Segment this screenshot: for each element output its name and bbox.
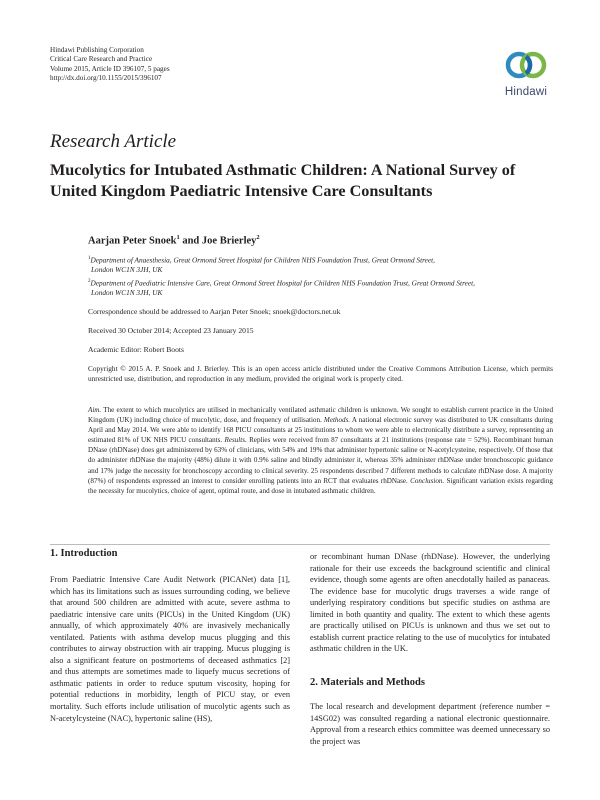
affiliation-line: Department of Anaesthesia, Great Ormond Street Hospital for Children NHS Foundation Trust, Great Ormond Street, — [90, 255, 435, 265]
author-name: Joe Brierley — [201, 235, 257, 247]
volume-info: Volume 2015, Article ID 396107, 5 pages — [50, 64, 170, 73]
affiliation — [88, 277, 558, 298]
abstract-methods-label: Methods. — [323, 416, 351, 425]
article-title: Mucolytics for Intubated Asthmatic Children: A National Survey of United Kingdom Paediatric Intensive Care Consultants — [50, 161, 516, 200]
author-affiliation-mark: 2 — [256, 234, 260, 241]
affiliation-line: London WC1N 3JH, UK — [91, 265, 163, 275]
academic-editor: Academic Editor: Robert Boots — [88, 345, 184, 354]
abstract-conclusion: Significant variation exists regarding the necessity for mucolytics, choice of agent, optimal route, and dose in intubated asthmatic children. — [88, 476, 553, 495]
received-accepted-dates: Received 30 October 2014; Accepted 23 January 2015 — [88, 326, 254, 335]
methods-paragraph: The local research and development department (reference number = 14SG02) was consulted regarding a national electronic questionnaire. Approval from a research ethics committee was deemed unnecessary so the project was — [310, 702, 550, 746]
abstract-aim: The extent to which mucolytics are utilised in mechanically ventilated asthmatic children is unknown. We sought to establish current practice in the United Kingdom (UK) including choice of mucolytic, dose, and frequency of utilisation. — [88, 406, 553, 425]
abstract-aim-label: Aim. — [88, 406, 102, 414]
affiliation-line: Department of Paediatric Intensive Care, Great Ormond Street Hospital for Children NHS Foundation Trust, Great Ormond Street, — [90, 278, 475, 288]
correspondence: Correspondence should be addressed to Aarjan Peter Snoek; snoek@doctors.net.uk — [88, 307, 341, 316]
article-type: Research Article — [50, 131, 177, 152]
hindawi-logo-text: Hindawi — [504, 86, 548, 98]
section-heading-introduction: 1. Introduction — [50, 548, 118, 559]
publisher-name: Hindawi Publishing Corporation — [50, 46, 144, 54]
doi-link[interactable]: http://dx.doi.org/10.1155/2015/396107 — [50, 73, 162, 82]
abstract-methods: A national electronic survey was distributed to UK consultants during April and May 2014. We were able to identify 168 PICU consultants at 25 institutions to whom we were able to electronically distribute a survey, representing an estimated 81% of UK NHS PICU consultants. — [88, 416, 553, 445]
introduction-paragraph-right: or recombinant human DNase (rhDNase). However, the underlying rationale for their use exceeds the background scientific and clinical evidence, though some agents are often anecdotally hailed as panaceas. The evidence base for mucolytic drugs traverses a wide range of underlying respiratory conditions but specific studies on asthma are limited in both quantity and quality. The extent to which these agents are practically utilised on PICUs is unknown and thus we set out to establish current practice relating to the use of mucolytics for intubated asthmatic children in the UK. — [310, 552, 550, 654]
abstract-results-label: Results. — [224, 436, 247, 445]
affiliation — [88, 254, 558, 275]
hindawi-logo-icon — [496, 42, 556, 86]
author-affiliation-mark: 1 — [176, 234, 180, 241]
section-divider — [50, 544, 550, 545]
abstract-results: Replies were received from 87 consultants at 21 institutions (response rate = 52%). Recombinant human DNase (rhDNase) does get administered by 63% of clinicians, with 54% and 19% that administer hypertonic saline or N-acetylcysteine, respectively. Of those that do administer rhDNase the majority (48%) dilute it with 0.9% saline and blindly administer it, whereas 35% administer rhDNase under bronchoscopic guidance and 17% judge the necessity for bronchoscopy according to clinical severity. 25 respondents described 7 different methods to calculate rhDNase dose. A majority (87%) of respondents expressed an interest to consider enrolling patients into an RCT that evaluates rhDNase. — [88, 436, 553, 485]
affiliation-mark: 1 — [88, 256, 91, 261]
copyright-notice: Copyright © 2015 A. P. Snoek and J. Brierley. This is an open access article distributed under the Creative Commons Attribution License, which permits unrestricted use, distribution, and reproduction in any medium, provided the original work is properly cited. — [88, 364, 553, 383]
author-name: Aarjan Peter Snoek — [88, 235, 177, 247]
introduction-paragraph-left: From Paediatric Intensive Care Audit Network (PICANet) data [1], which has its limitations such as issues surrounding coding, we believe that around 500 children are admitted with acute, severe asthma to paediatric intensive care units (PICUs) in the United Kingdom (UK) annually, of which approximately 40% are invasively mechanically ventilated. Patients with asthma develop mucus plugging and this contributes to airway obstruction with air trapping. Mucus plugging is also a significant feature on postmortems of deceased asthmatics [2] and thus attempts are sometimes made to liquefy mucus secretions of asthmatic patients in order to reduce sputum viscosity, hoping for potential reductions in morbidity, length of PICU stay, or even mortality. Such efforts include utilisation of mucolytic agents such as N-acetylcysteine (NAC), hypertonic saline (HS), — [50, 575, 290, 723]
section-heading-methods: 2. Materials and Methods — [310, 677, 425, 688]
abstract-conclusion-label: Conclusion. — [410, 476, 445, 485]
hindawi-logo — [496, 42, 556, 106]
author-connector: and — [179, 235, 202, 247]
journal-name: Critical Care Research and Practice — [50, 55, 153, 64]
affiliation-mark: 2 — [88, 279, 91, 284]
abstract — [88, 405, 553, 496]
author-list — [88, 234, 260, 247]
publication-info — [50, 46, 170, 83]
affiliation-line: London WC1N 3JH, UK — [91, 288, 163, 298]
